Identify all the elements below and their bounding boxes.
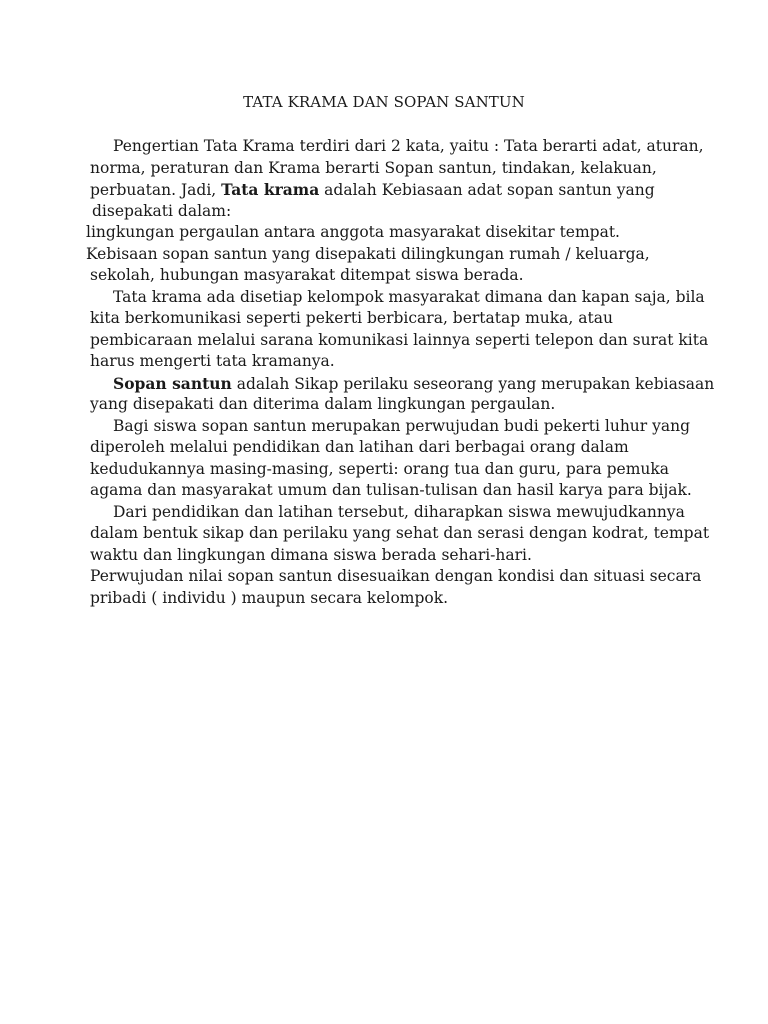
paragraph-line xyxy=(90,265,524,286)
paragraph-line xyxy=(113,416,690,437)
paragraph-line xyxy=(92,201,231,222)
paragraph-line xyxy=(113,136,704,157)
paragraph-line xyxy=(90,330,708,351)
line-text: yang disepakati dan diterima dalam lingkungan pergaulan. xyxy=(90,395,556,413)
line-text: Dari pendidikan dan latihan tersebut, diharapkan siswa mewujudkannya xyxy=(113,502,685,521)
bold-term: Sopan santun xyxy=(113,373,232,393)
paragraph-line xyxy=(90,523,709,544)
paragraph-line xyxy=(90,545,532,566)
line-text: Pengertian Tata Krama terdiri dari 2 kata, yaitu : Tata berarti adat, aturan, xyxy=(113,137,704,155)
line-text: norma, peraturan dan Krama berarti Sopan santun, tindakan, kelakuan, xyxy=(90,158,657,177)
line-text: agama dan masyarakat umum dan tulisan-tulisan dan hasil karya para bijak. xyxy=(90,481,692,499)
paragraph-line xyxy=(90,351,335,372)
paragraph-line xyxy=(90,566,701,587)
paragraph-line xyxy=(90,480,692,501)
line-text: Kebisaan sopan santun yang disepakati dilingkungan rumah / keluarga, xyxy=(86,244,650,263)
paragraph-line xyxy=(113,502,685,523)
line-text: Perwujudan nilai sopan santun disesuaikan dengan kondisi dan situasi secara xyxy=(90,567,702,585)
document-title: TATA KRAMA DAN SOPAN SANTUN xyxy=(243,93,525,111)
line-text: adalah Sikap perilaku seseorang yang merupakan kebiasaan xyxy=(231,374,715,393)
line-text: perbuatan. Jadi, xyxy=(90,181,222,199)
line-text: kedudukannya masing-masing, seperti: orang tua dan guru, para pemuka xyxy=(90,459,670,478)
paragraph-line xyxy=(90,158,657,179)
line-text: dalam bentuk sikap dan perilaku yang sehat dan serasi dengan kodrat, tempat xyxy=(90,524,710,542)
paragraph-line xyxy=(113,373,714,395)
paragraph-line xyxy=(86,244,650,265)
line-text: sekolah, hubungan masyarakat ditempat siswa berada. xyxy=(90,266,524,284)
line-text: Tata krama ada disetiap kelompok masyarakat dimana dan kapan saja, bila xyxy=(113,287,705,306)
line-text: pembicaraan melalui sarana komunikasi lainnya seperti telepon dan surat kita xyxy=(90,330,709,349)
line-text: adalah Kebiasaan adat sopan santun yang xyxy=(319,181,655,199)
paragraph-line xyxy=(90,459,669,480)
line-text: diperoleh melalui pendidikan dan latihan dari berbagai orang dalam xyxy=(90,438,629,456)
paragraph-line xyxy=(90,179,655,201)
line-text: lingkungan pergaulan antara anggota masyarakat disekitar tempat. xyxy=(86,223,620,241)
paragraph-line xyxy=(113,287,705,308)
paragraph-line xyxy=(90,308,613,329)
paragraph-line xyxy=(90,437,629,458)
line-text: harus mengerti tata kramanya. xyxy=(90,352,335,370)
line-text: disepakati dalam: xyxy=(92,201,232,220)
paragraph-line xyxy=(90,394,555,415)
line-text: waktu dan lingkungan dimana siswa berada sehari-hari. xyxy=(90,545,532,564)
line-text: pribadi ( individu ) maupun secara kelompok. xyxy=(90,588,449,607)
paragraph-line xyxy=(86,222,620,243)
line-text: kita berkomunikasi seperti pekerti berbicara, bertatap muka, atau xyxy=(90,309,613,327)
paragraph-line xyxy=(90,588,448,609)
bold-term: Tata krama xyxy=(221,180,320,199)
line-text: Bagi siswa sopan santun merupakan perwujudan budi pekerti luhur yang xyxy=(113,416,691,435)
